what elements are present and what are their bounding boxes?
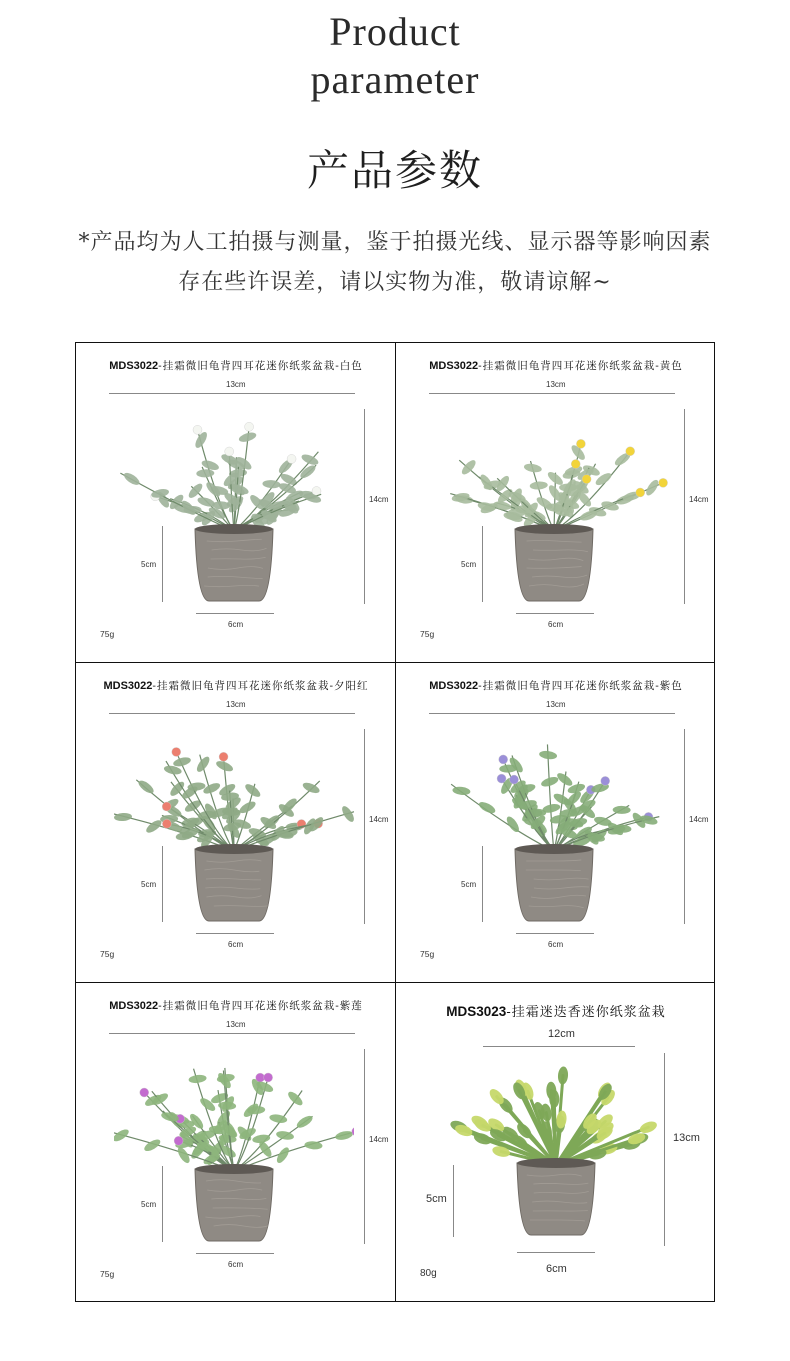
product-name: -挂霜微旧龟背四耳花迷你纸浆盆栽-紫莲 [158,1000,363,1012]
disclaimer-line-1: *产品均为人工拍摄与测量，鉴于拍摄光线、显示器等影响因素 [78,230,712,255]
height-label: 14cm [689,495,709,504]
product-caption [396,1001,716,1020]
width-dimension-line [429,393,675,394]
product-code: MDS3022 [109,360,159,372]
product-name: -挂霜微旧龟背四耳花迷你纸浆盆栽-白色 [158,360,363,372]
weight-label: 75g [100,1269,115,1279]
potted-plant-icon [114,1041,354,1251]
width-label: 13cm [226,700,246,709]
pot-height-label: 5cm [141,880,157,889]
pot-width-dimension-line [516,933,594,934]
height-dimension-line [364,729,365,924]
potted-plant-icon [114,721,354,931]
product-code: MDS3022 [109,1000,159,1012]
height-label: 13cm [673,1132,700,1144]
product-grid [75,342,715,1302]
potted-plant-icon [114,401,354,611]
product-caption [396,678,716,693]
height-dimension-line [364,409,365,604]
width-dimension-line [109,713,355,714]
width-label: 13cm [546,700,566,709]
potted-plant-icon [434,401,674,611]
potted-plant-icon [434,721,674,931]
pot-width-label: 6cm [228,940,244,949]
product-caption [76,998,396,1013]
width-dimension-line [429,713,675,714]
pot-width-label: 6cm [548,940,564,949]
product-caption [396,358,716,373]
page-title-en-line1: Product [329,9,461,54]
product-caption [76,678,396,693]
product-code: MDS3023 [446,1004,507,1019]
width-label: 13cm [226,380,246,389]
weight-label: 80g [420,1268,437,1279]
pot-width-label: 6cm [546,1263,567,1275]
pot-height-label: 5cm [141,1200,157,1209]
pot-width-label: 6cm [228,1260,244,1269]
weight-label: 75g [420,629,435,639]
pot-height-label: 5cm [461,560,477,569]
product-code: MDS3022 [429,360,479,372]
width-dimension-line [109,393,355,394]
product-name: -挂霜微旧龟背四耳花迷你纸浆盆栽-黄色 [478,360,683,372]
height-label: 14cm [689,815,709,824]
width-label: 13cm [226,1020,246,1029]
product-card [396,663,716,983]
height-dimension-line [684,729,685,924]
height-dimension-line [364,1049,365,1244]
weight-label: 75g [420,949,435,959]
height-dimension-line [684,409,685,604]
product-name: -挂霜迷迭香迷你纸浆盆栽 [506,1005,666,1020]
pot-width-label: 6cm [548,620,564,629]
product-card [76,343,396,663]
height-label: 14cm [369,495,389,504]
product-card [76,663,396,983]
product-card [76,983,396,1303]
product-code: MDS3022 [103,680,153,692]
product-name: -挂霜微旧龟背四耳花迷你纸浆盆栽-夕阳红 [152,680,369,692]
pot-height-label: 5cm [426,1193,447,1205]
page-title-cn: 产品参数 [306,146,483,195]
pot-width-dimension-line [196,613,274,614]
pot-width-dimension-line [196,1253,274,1254]
page-title-en-line2: parameter [310,57,480,102]
disclaimer-line-2: 存在些许误差，请以实物为准，敬请谅解~ [178,270,612,295]
weight-label: 75g [100,949,115,959]
width-label: 12cm [548,1028,575,1040]
width-label: 13cm [546,380,566,389]
pot-width-label: 6cm [228,620,244,629]
product-card [396,983,716,1303]
product-name: -挂霜微旧龟背四耳花迷你纸浆盆栽-紫色 [478,680,683,692]
pot-width-dimension-line [196,933,274,934]
product-caption [76,358,396,373]
pot-height-label: 5cm [461,880,477,889]
product-code: MDS3022 [429,680,479,692]
product-card [396,343,716,663]
weight-label: 75g [100,629,115,639]
pot-height-label: 5cm [141,560,157,569]
height-label: 14cm [369,1135,389,1144]
potted-plant-icon [436,1045,676,1255]
pot-width-dimension-line [516,613,594,614]
height-label: 14cm [369,815,389,824]
width-dimension-line [109,1033,355,1034]
